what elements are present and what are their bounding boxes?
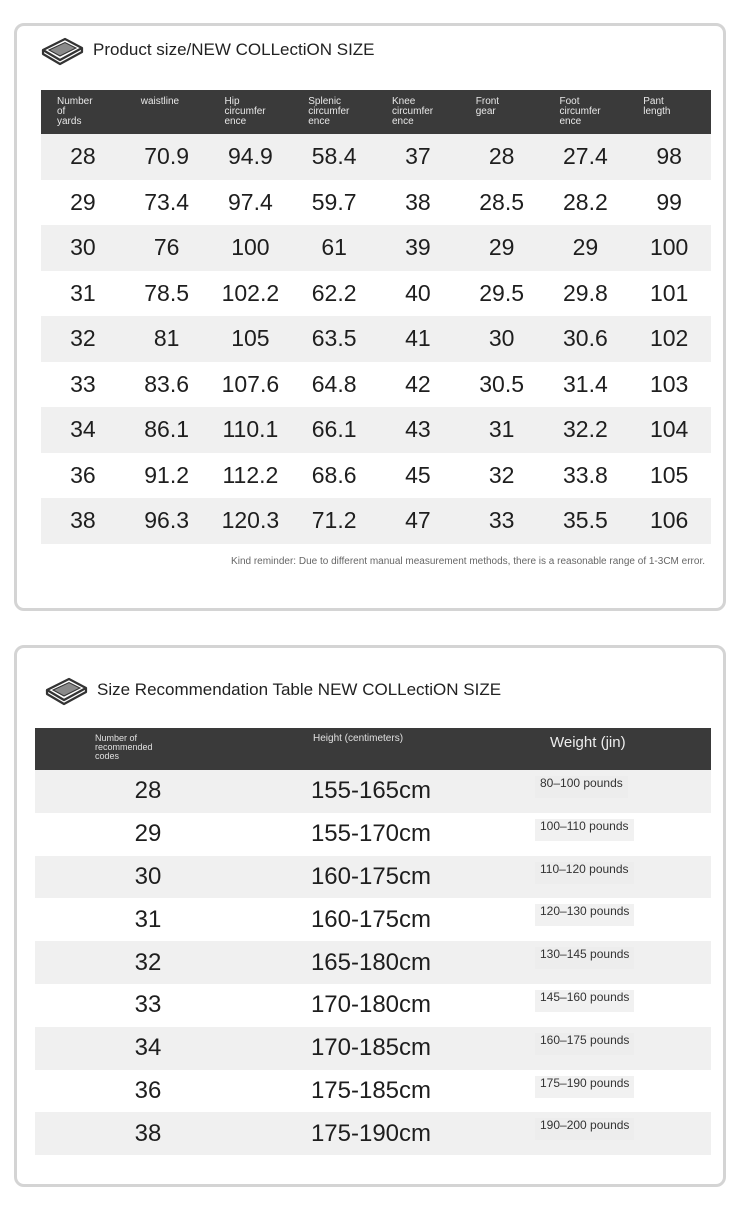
table-cell: 29 xyxy=(70,188,96,215)
header-line: waistline xyxy=(140,96,180,107)
table-row xyxy=(35,1112,711,1155)
table-cell: 32 xyxy=(488,461,515,488)
header-line: of xyxy=(57,106,66,117)
table-cell: 68.6 xyxy=(311,461,357,488)
table-cell: 35.5 xyxy=(562,507,608,534)
table-cell: 70.9 xyxy=(144,143,189,170)
size-recommendation-title-row xyxy=(43,672,501,708)
weight-cell: 190–200 pounds xyxy=(535,1118,634,1140)
height-cell: 175-185cm xyxy=(310,1076,432,1104)
table-cell: 36 xyxy=(70,461,96,488)
header-line: ence xyxy=(308,116,330,127)
header-recommended-codes xyxy=(95,734,185,761)
table-cell: 78.5 xyxy=(144,279,189,306)
weight-cell: 175–190 pounds xyxy=(535,1076,634,1098)
product-size-table xyxy=(41,90,711,567)
table-cell: 71.2 xyxy=(311,507,357,534)
code-cell: 29 xyxy=(134,820,162,848)
header-height: Height (centimeters) xyxy=(313,733,404,744)
table-cell: 38 xyxy=(70,507,96,534)
table-cell: 32 xyxy=(70,325,96,352)
table-cell: 83.6 xyxy=(144,370,189,397)
table-cell: 28 xyxy=(488,143,515,170)
header-line: ence xyxy=(224,116,247,127)
table-cell: 102 xyxy=(649,325,689,352)
table-row xyxy=(41,134,711,180)
header-line: gear xyxy=(475,106,496,117)
header-line: circumfer xyxy=(308,106,350,117)
header-line: circumfer xyxy=(559,106,601,117)
code-cell: 32 xyxy=(134,948,162,976)
table-cell: 45 xyxy=(405,461,431,488)
header-cell xyxy=(209,90,293,134)
table-row xyxy=(35,813,711,856)
table-row xyxy=(41,407,711,453)
table-cell: 29 xyxy=(488,234,515,261)
header-cell xyxy=(41,90,125,134)
size-recommendation-table xyxy=(35,728,711,1155)
header-line: Front xyxy=(475,96,500,107)
table-cell: 30 xyxy=(488,325,515,352)
table-cell: 86.1 xyxy=(144,416,189,443)
table-cell: 76 xyxy=(153,234,180,261)
table-cell: 96.3 xyxy=(144,507,189,534)
header-line: ence xyxy=(559,116,582,127)
product-size-title-row xyxy=(39,34,375,66)
header-line: ence xyxy=(392,116,414,127)
height-cell: 155-165cm xyxy=(310,777,432,805)
height-cell: 165-180cm xyxy=(310,948,432,976)
table-row xyxy=(35,856,711,899)
table-cell: 40 xyxy=(405,279,431,306)
header-cell xyxy=(544,90,628,134)
table-cell: 102.2 xyxy=(221,279,280,306)
header-line: Number of xyxy=(95,733,138,743)
table-cell: 94.9 xyxy=(227,143,273,170)
size-recommendation-title: Size Recommendation Table NEW COLLectiON SIZE xyxy=(97,680,502,699)
header-line: yards xyxy=(57,116,82,127)
book-icon xyxy=(43,674,89,706)
header-line: Splenic xyxy=(308,96,342,107)
table-cell: 27.4 xyxy=(562,143,608,170)
header-line: Foot xyxy=(559,96,580,107)
table-cell: 31 xyxy=(488,416,515,443)
table-cell: 33 xyxy=(70,370,96,397)
table-cell: 28.2 xyxy=(562,188,608,215)
table-cell: 38 xyxy=(405,188,431,215)
table-row xyxy=(41,180,711,226)
table-cell: 63.5 xyxy=(311,325,357,352)
table-cell: 30.6 xyxy=(562,325,608,352)
product-size-title: Product size/NEW COLLectiON SIZE xyxy=(93,40,375,59)
code-cell: 28 xyxy=(134,777,162,805)
table-cell: 33.8 xyxy=(562,461,608,488)
header-line: Pant xyxy=(643,96,664,107)
table-cell: 41 xyxy=(405,325,431,352)
table-cell: 97.4 xyxy=(227,188,273,215)
table-cell: 29.5 xyxy=(479,279,524,306)
product-size-body xyxy=(41,134,711,544)
table-cell: 28 xyxy=(70,143,96,170)
table-row xyxy=(35,1070,711,1113)
height-cell: 170-185cm xyxy=(310,1034,432,1062)
height-cell: 160-175cm xyxy=(310,905,432,933)
header-weight: Weight (jin) xyxy=(550,734,626,751)
table-cell: 43 xyxy=(405,416,431,443)
measurement-note: Kind reminder: Due to different manual measurement methods, there is a reasonable range of 1-3CM error. xyxy=(231,555,705,567)
header-cell xyxy=(460,90,544,134)
table-cell: 30 xyxy=(70,234,96,261)
table-row xyxy=(41,453,711,499)
table-cell: 73.4 xyxy=(144,188,189,215)
table-cell: 29.8 xyxy=(562,279,608,306)
table-row xyxy=(35,1027,711,1070)
header-line: length xyxy=(643,106,671,117)
table-cell: 30.5 xyxy=(479,370,524,397)
table-cell: 31 xyxy=(70,279,96,306)
table-cell: 99 xyxy=(656,188,682,215)
book-icon xyxy=(39,34,85,66)
table-cell: 110.1 xyxy=(222,416,279,443)
size-recommendation-card xyxy=(14,645,726,1187)
table-row xyxy=(41,362,711,408)
header-line: recommended xyxy=(95,742,153,752)
height-cell: 155-170cm xyxy=(310,820,432,848)
table-cell: 33 xyxy=(488,507,515,534)
table-row xyxy=(41,316,711,362)
weight-cell: 100–110 pounds xyxy=(535,819,634,841)
weight-cell: 160–175 pounds xyxy=(535,1033,634,1055)
table-cell: 120.3 xyxy=(221,507,280,534)
size-recommendation-header xyxy=(35,728,711,770)
header-line: codes xyxy=(95,751,120,761)
header-line: circumfer xyxy=(224,106,266,117)
table-cell: 100 xyxy=(649,234,689,261)
weight-cell: 130–145 pounds xyxy=(535,947,634,969)
table-cell: 47 xyxy=(405,507,431,534)
table-cell: 64.8 xyxy=(311,370,357,397)
table-row xyxy=(35,770,711,813)
header-line: Knee xyxy=(392,96,416,107)
table-cell: 105 xyxy=(231,325,270,352)
header-cell xyxy=(125,90,209,134)
height-cell: 160-175cm xyxy=(310,862,432,890)
table-cell: 32.2 xyxy=(562,416,608,443)
table-cell: 103 xyxy=(649,370,689,397)
product-size-card xyxy=(14,23,726,611)
code-cell: 30 xyxy=(134,862,162,890)
code-cell: 36 xyxy=(134,1076,162,1104)
table-cell: 104 xyxy=(649,416,689,443)
code-cell: 34 xyxy=(134,1034,162,1062)
table-cell: 31.4 xyxy=(562,370,608,397)
code-cell: 33 xyxy=(134,991,162,1019)
table-cell: 105 xyxy=(649,461,689,488)
weight-cell: 80–100 pounds xyxy=(535,776,628,798)
table-cell: 100 xyxy=(231,234,270,261)
product-size-header xyxy=(41,90,711,134)
table-cell: 28.5 xyxy=(479,188,524,215)
weight-cell: 120–130 pounds xyxy=(535,904,634,926)
header-cell xyxy=(627,90,711,134)
table-cell: 101 xyxy=(649,279,689,306)
table-cell: 81 xyxy=(153,325,180,352)
table-row xyxy=(41,498,711,544)
height-cell: 170-180cm xyxy=(310,991,432,1019)
table-cell: 59.7 xyxy=(311,188,357,215)
table-row xyxy=(41,271,711,317)
table-cell: 29 xyxy=(572,234,599,261)
table-cell: 37 xyxy=(405,143,431,170)
weight-cell: 110–120 pounds xyxy=(535,862,634,884)
table-cell: 98 xyxy=(656,143,682,170)
code-cell: 31 xyxy=(134,905,162,933)
table-cell: 34 xyxy=(70,416,96,443)
table-cell: 62.2 xyxy=(311,279,357,306)
code-cell: 38 xyxy=(134,1119,162,1147)
weight-cell: 145–160 pounds xyxy=(535,990,634,1012)
table-cell: 106 xyxy=(649,507,689,534)
table-cell: 107.6 xyxy=(221,370,280,397)
size-recommendation-body xyxy=(35,770,711,1155)
table-cell: 39 xyxy=(405,234,431,261)
header-line: Number xyxy=(57,96,93,107)
table-row xyxy=(35,898,711,941)
header-line: Hip xyxy=(224,96,240,107)
table-cell: 42 xyxy=(405,370,431,397)
height-cell: 175-190cm xyxy=(310,1119,432,1147)
table-cell: 91.2 xyxy=(144,461,189,488)
table-row xyxy=(35,984,711,1027)
header-cell xyxy=(292,90,376,134)
table-row xyxy=(41,225,711,271)
header-line: circumfer xyxy=(392,106,434,117)
header-cell xyxy=(376,90,460,134)
table-row xyxy=(35,941,711,984)
table-cell: 66.1 xyxy=(311,416,357,443)
table-cell: 58.4 xyxy=(311,143,357,170)
table-cell: 112.2 xyxy=(222,461,279,488)
table-cell: 61 xyxy=(321,234,347,261)
